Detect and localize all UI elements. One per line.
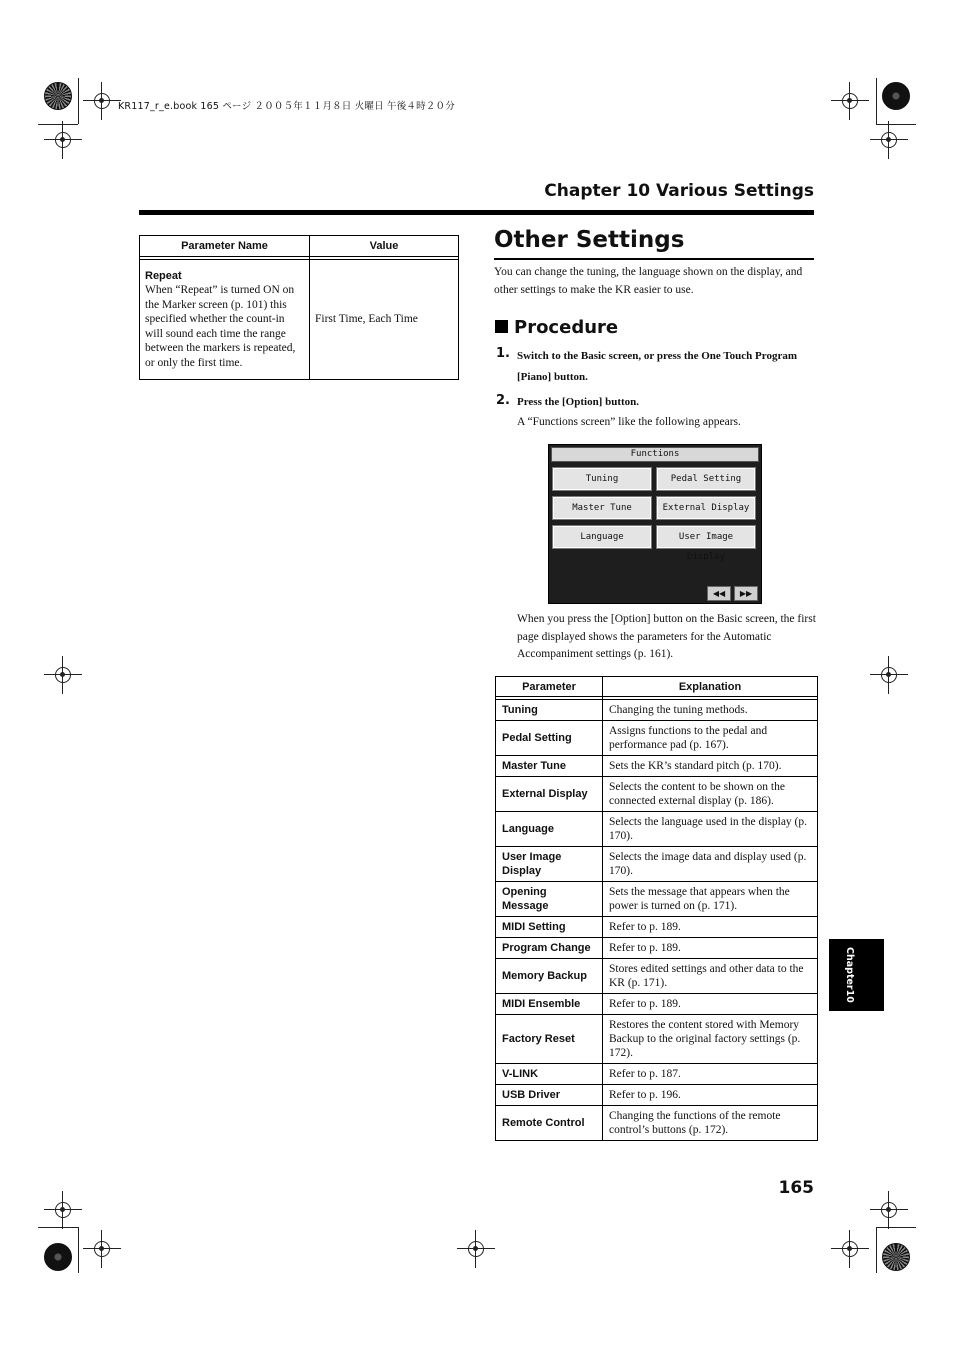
parameter-name-cell: Master Tune (496, 756, 603, 777)
crop-line (38, 1227, 78, 1228)
crosshair-mark-icon (91, 90, 113, 112)
explanation-cell: Refer to p. 196. (603, 1085, 818, 1106)
crop-line (876, 124, 916, 125)
crop-line (876, 1227, 916, 1228)
page-number: 165 (778, 1178, 814, 1198)
explanation-cell: Selects the image data and display used (p. 170). (603, 847, 818, 882)
column-header-parameter: Parameter (496, 677, 603, 697)
chapter-tab-label: Chapter10 (844, 947, 855, 1003)
crosshair-mark-icon (91, 1238, 113, 1260)
table-row (496, 1106, 818, 1141)
parameter-description: When “Repeat” is turned ON on the Marker screen (p. 101) this specified whether the count-in will sound each time the range between the markers is repeated, or only the first time. (145, 284, 296, 369)
value-cell: First Time, Each Time (310, 260, 459, 380)
parameter-name-cell: Language (496, 812, 603, 847)
explanation-cell: Stores edited settings and other data to the KR (p. 171). (603, 959, 818, 994)
table-row (496, 847, 818, 882)
screen-note: When you press the [Option] button on the Basic screen, the first page displayed shows the parameters for the Automatic Accompaniment settings (p. 161). (517, 613, 816, 660)
crosshair-mark-icon (839, 90, 861, 112)
table-row (496, 700, 818, 721)
crosshair-mark-icon (52, 1199, 74, 1221)
explanation-cell: Selects the content to be shown on the connected external display (p. 186). (603, 777, 818, 812)
explanation-cell: Refer to p. 187. (603, 1064, 818, 1085)
header-rule (139, 210, 814, 215)
title-rule (494, 258, 814, 260)
table-row (496, 1085, 818, 1106)
registration-mark-icon (882, 1243, 910, 1271)
parameter-name-cell: Factory Reset (496, 1015, 603, 1064)
explanation-cell: Sets the message that appears when the power is turned on (p. 171). (603, 882, 818, 917)
crosshair-mark-icon (878, 664, 900, 686)
screen-title: Functions (551, 447, 759, 462)
table-row (496, 959, 818, 994)
explanation-cell: Changing the functions of the remote control’s buttons (p. 172). (603, 1106, 818, 1141)
table-row (496, 721, 818, 756)
explanation-cell: Refer to p. 189. (603, 917, 818, 938)
column-header-explanation: Explanation (603, 677, 818, 697)
chapter-heading: Chapter 10 Various Settings (544, 181, 814, 201)
procedure-title: Procedure (514, 317, 619, 338)
intro-paragraph: You can change the tuning, the language shown on the display, and other settings to make the KR easier to use. (494, 266, 803, 296)
parameter-name-cell: Memory Backup (496, 959, 603, 994)
screen-button-master-tune[interactable]: Master Tune (553, 497, 651, 519)
table-row (496, 938, 818, 959)
table-row (496, 1015, 818, 1064)
crosshair-mark-icon (465, 1238, 487, 1260)
explanation-cell: Changing the tuning methods. (603, 700, 818, 721)
screen-button-tuning[interactable]: Tuning (553, 468, 651, 490)
crop-line (876, 1227, 877, 1273)
section-title: Other Settings (494, 227, 685, 253)
step-number: 2. (496, 393, 510, 408)
table-row (496, 917, 818, 938)
table-row (496, 777, 818, 812)
parameter-cell (140, 260, 310, 380)
crop-line (38, 124, 78, 125)
parameter-name-cell: USB Driver (496, 1085, 603, 1106)
repeat-parameter-table (139, 235, 459, 380)
crosshair-mark-icon (878, 129, 900, 151)
parameter-name-cell: Opening Message (496, 882, 603, 917)
chapter-tab (829, 939, 884, 1011)
explanation-cell: Selects the language used in the display (p. 170). (603, 812, 818, 847)
step-text: Press the [Option] button. (517, 396, 640, 408)
parameter-table (495, 676, 818, 1141)
crosshair-mark-icon (52, 664, 74, 686)
square-bullet-icon (495, 320, 508, 333)
parameter-name-cell: V-LINK (496, 1064, 603, 1085)
step-number: 1. (496, 346, 510, 361)
column-header-value: Value (310, 236, 459, 257)
explanation-cell: Assigns functions to the pedal and performance pad (p. 167). (603, 721, 818, 756)
explanation-cell: Refer to p. 189. (603, 994, 818, 1015)
table-row (496, 994, 818, 1015)
parameter-name-cell: User Image Display (496, 847, 603, 882)
parameter-name-cell: MIDI Ensemble (496, 994, 603, 1015)
crop-line (876, 78, 877, 124)
screen-button-pedal-setting[interactable]: Pedal Setting (657, 468, 755, 490)
crop-line (78, 1227, 79, 1273)
step-text: Switch to the Basic screen, or press the One Touch Program [Piano] button. (517, 350, 797, 383)
explanation-cell: Refer to p. 189. (603, 938, 818, 959)
crosshair-mark-icon (839, 1238, 861, 1260)
table-row (496, 1064, 818, 1085)
explanation-cell: Sets the KR’s standard pitch (p. 170). (603, 756, 818, 777)
registration-mark-icon (44, 82, 72, 110)
procedure-heading (495, 317, 618, 338)
column-header-parameter-name: Parameter Name (140, 236, 310, 257)
screen-button-external-display[interactable]: External Display (657, 497, 755, 519)
registration-mark-icon (882, 82, 910, 110)
parameter-name-cell: Pedal Setting (496, 721, 603, 756)
crop-line (78, 78, 79, 124)
table-row (496, 812, 818, 847)
registration-mark-icon (44, 1243, 72, 1271)
step-note: A “Functions screen” like the following appears. (517, 416, 741, 428)
screen-button-user-image-display[interactable]: User Image Display (657, 526, 755, 548)
parameter-name-cell: MIDI Setting (496, 917, 603, 938)
screen-button-language[interactable]: Language (553, 526, 651, 548)
explanation-cell: Restores the content stored with Memory Backup to the original factory settings (p. 172). (603, 1015, 818, 1064)
file-info-line: KR117_r_e.book 165 ページ ２００５年１１月８日 火曜日 午後４時２０分 (118, 101, 455, 112)
crosshair-mark-icon (878, 1199, 900, 1221)
parameter-name-cell: Remote Control (496, 1106, 603, 1141)
table-row (140, 260, 459, 380)
parameter-name-cell: Tuning (496, 700, 603, 721)
functions-screen (548, 444, 762, 604)
page-next-icon[interactable]: ▶▶ (734, 586, 758, 601)
table-row (496, 756, 818, 777)
parameter-name-cell: Program Change (496, 938, 603, 959)
parameter-name-cell: External Display (496, 777, 603, 812)
page-prev-icon[interactable]: ◀◀ (707, 586, 731, 601)
table-row (496, 882, 818, 917)
parameter-name: Repeat (145, 269, 182, 282)
crosshair-mark-icon (52, 129, 74, 151)
